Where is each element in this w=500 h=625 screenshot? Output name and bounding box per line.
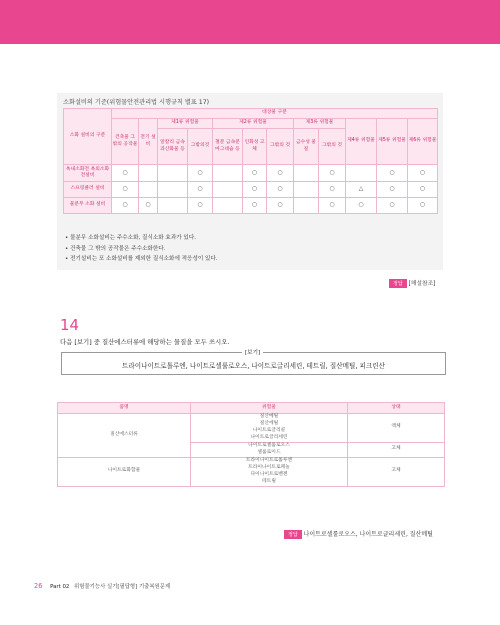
header-class3: 제3류 위험물 (294, 119, 346, 129)
table-cell (139, 165, 158, 182)
substance-cell (191, 442, 348, 457)
panel-title: 소화설비의 기준(위험물안전관리법 시행규칙 별표 17) (63, 99, 210, 106)
table-cell (213, 182, 243, 198)
note-item: • 건축물 그 밖의 공작물은 주수소화한다. (65, 245, 166, 252)
bogi-box (61, 352, 446, 375)
table-cell: ○ (267, 165, 294, 182)
header-class2-sub: 철분 금속분 마그네슘 등 (213, 129, 243, 165)
table-cell (158, 198, 188, 214)
table-row (64, 198, 438, 214)
substance-item: 나이트로글리콜 (252, 427, 286, 433)
table-cell (213, 198, 243, 214)
row-label: 옥내소화전 옥외소화전설비 (64, 165, 112, 182)
table-cell: ○ (243, 182, 267, 198)
table-cell: ○ (408, 165, 438, 182)
table-cell (294, 182, 319, 198)
question-number: 14 (60, 316, 80, 334)
table-cell: ○ (319, 182, 346, 198)
substance-item: 나이트로글리세린 (250, 434, 288, 440)
table-cell: △ (346, 182, 377, 198)
note-item: • 물분무 소화설비는 주수소화, 질식소화 효과가 있다. (65, 235, 196, 241)
table-cell: ○ (408, 182, 438, 198)
fire-equipment-table (63, 108, 438, 214)
table-cell: ○ (188, 165, 213, 182)
footer-title: 위험물기능사 실기[필답형] 기출복원문제 (74, 584, 171, 590)
header-class1-sub: 알칼리 금속 과산화물 등 (158, 129, 188, 165)
table-cell (346, 165, 377, 182)
table-cell: ○ (243, 165, 267, 182)
table-cell: ○ (377, 165, 408, 182)
table-cell (158, 182, 188, 198)
header-class5: 제5류 위험물 (377, 119, 408, 165)
header-class6: 제6류 위험물 (408, 119, 438, 165)
table-cell: ○ (243, 198, 267, 214)
header-class4: 제4류 위험물 (346, 119, 377, 165)
substance-item: 다이나이트로벤젠 (250, 471, 288, 477)
answer-badge: 정답 (284, 530, 302, 539)
header-category: 품명 (58, 403, 191, 414)
table-row (58, 457, 445, 486)
table-cell (139, 182, 158, 198)
state-cell: 고체 (348, 457, 445, 486)
category-cell: 질산에스터류 (58, 414, 191, 458)
substance-cell (191, 457, 348, 486)
header-substance: 위험물 (191, 403, 348, 414)
table-cell: ○ (267, 198, 294, 214)
nitrate-table (57, 402, 445, 487)
answer-text: 나이트로셀룰로오스, 나이트로글리세린, 질산메틸 (303, 531, 433, 538)
table-cell: ○ (112, 198, 139, 214)
page-footer (34, 582, 170, 590)
header-class2-sub: 인화성 고체 (243, 129, 267, 165)
substance-item: 트라이나이트로페놀 (248, 464, 290, 470)
table-cell: ○ (112, 182, 139, 198)
table-cell: ○ (319, 165, 346, 182)
table-cell: ○ (408, 198, 438, 214)
header-class3-sub: 금수성 물질 (294, 129, 319, 165)
substance-cell (191, 414, 348, 443)
note-item: • 전기설비는 포 소화설비를 제외한 질식소화에 적응성이 있다. (65, 256, 218, 262)
table-cell: ○ (188, 182, 213, 198)
top-banner (0, 0, 500, 44)
header-class2: 제2류 위험물 (213, 119, 294, 129)
header-equipment-type: 소화 설비의 구분 (64, 109, 112, 165)
substance-item: 셀룰로이드 (257, 449, 281, 455)
substance-item: 나이트로셀룰로오스 (248, 442, 290, 448)
state-cell: 액체 (348, 414, 445, 443)
part-label: Part 02 (50, 584, 70, 590)
table-cell: ○ (188, 198, 213, 214)
table-cell (294, 198, 319, 214)
bogi-text: 트라이나이트로톨루엔, 나이트로셀룰로오스, 나이트로글리세린, 테트릴, 질산메틸, 피크린산 (121, 362, 385, 370)
state-cell: 고체 (348, 442, 445, 457)
table-row (64, 182, 438, 198)
substance-item: 질산메틸 (259, 414, 279, 419)
table-cell: ○ (377, 198, 408, 214)
answer-badge: 정답 (389, 279, 407, 288)
table-cell: ○ (319, 198, 346, 214)
row-label: 물분무 소화 설비 (64, 198, 112, 214)
page-number: 26 (34, 582, 43, 590)
table-cell (294, 165, 319, 182)
notes-list (65, 233, 218, 265)
answer-text: [해설참조] (408, 281, 436, 287)
question-text: 다음 [보기] 중 질산에스터류에 해당하는 물질을 모두 쓰시오. (60, 338, 230, 346)
table-cell (158, 165, 188, 182)
fire-equipment-panel (57, 93, 443, 270)
header-electric: 전기 설비 (139, 119, 158, 165)
header-target: 대상물 구분 (112, 109, 438, 119)
table-cell: ○ (112, 165, 139, 182)
header-state: 상태 (348, 403, 445, 414)
answer-line-1 (389, 278, 435, 288)
table-cell: ○ (377, 182, 408, 198)
header-class3-sub: 그밖의 것 (319, 129, 346, 165)
substance-item: 질산에틸 (259, 420, 279, 426)
substance-item: 트라이나이트로톨루엔 (245, 457, 293, 463)
table-cell: ○ (267, 182, 294, 198)
header-class1: 제1류 위험물 (158, 119, 213, 129)
table-cell: ○ (139, 198, 158, 214)
table-row (58, 414, 445, 443)
table-row (64, 165, 438, 182)
answer-line-2 (284, 529, 433, 539)
substance-item: 테트릴 (262, 478, 276, 484)
table-cell (213, 165, 243, 182)
table-cell: ○ (346, 198, 377, 214)
header-class2-sub: 그밖의 것 (267, 129, 294, 165)
category-cell: 나이트로화합물 (58, 457, 191, 486)
row-label: 스프링클러 설비 (64, 182, 112, 198)
bogi-title: [보기] (242, 348, 263, 356)
header-building: 건축물 그 밖의 공작물 (112, 119, 139, 165)
header-class1-sub: 그밖의것 (188, 129, 213, 165)
